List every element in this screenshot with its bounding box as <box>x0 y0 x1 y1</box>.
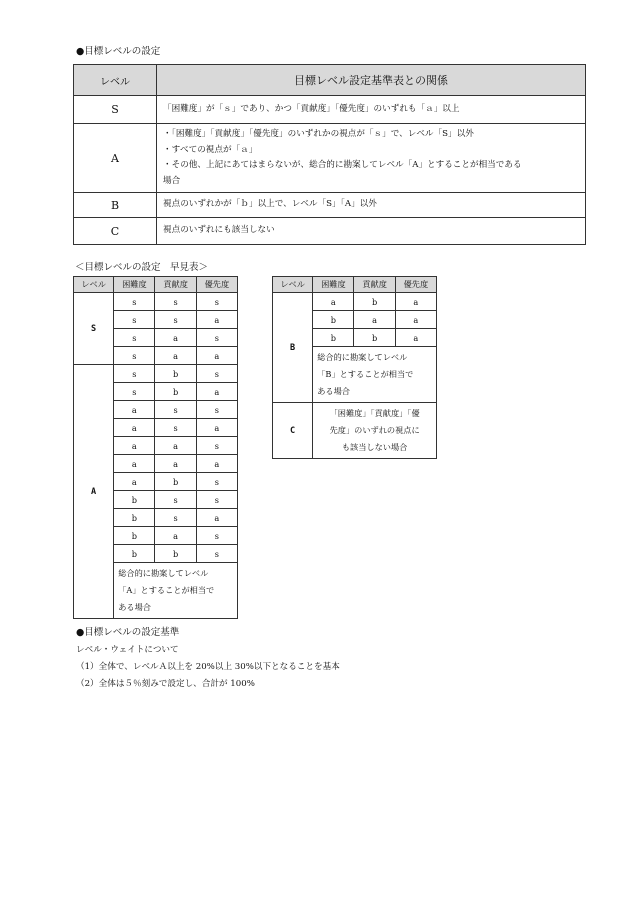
qt-cell: s <box>114 293 155 311</box>
qt-cell: a <box>155 455 196 473</box>
qt-cell: a <box>114 419 155 437</box>
qt-cell: a <box>155 347 196 365</box>
qt-cell: s <box>155 509 196 527</box>
desc-line: ・その他、上記にあてはまらないが、総合的に勘案してレベル「A」とすることが相当である <box>163 160 522 170</box>
qt-cell: b <box>313 329 354 347</box>
qt-cell: s <box>114 365 155 383</box>
qt-cell: s <box>196 527 237 545</box>
section-title-target-level: ●目標レベルの設定 <box>76 46 161 57</box>
qt-header-priority: 優先度 <box>196 277 237 293</box>
qt-header-contribution: 貢献度 <box>354 277 395 293</box>
qt-level-b: B <box>273 293 313 403</box>
qt-cell: b <box>155 545 196 563</box>
qt-cell: b <box>313 311 354 329</box>
qt-cell: b <box>155 383 196 401</box>
quick-table-left <box>73 276 238 619</box>
note-line: 先度」のいずれの視点に <box>329 425 420 435</box>
desc-line: 「困難度」が「ｓ」であり、かつ「貢献度」「優先度」のいずれも「ａ」以上 <box>163 103 460 114</box>
qt-cell: a <box>196 347 237 365</box>
qt-cell: a <box>155 437 196 455</box>
qt-cell: s <box>114 329 155 347</box>
qt-cell: s <box>196 365 237 383</box>
header-relation: 目標レベル設定基準表との関係 <box>157 65 586 96</box>
qt-cell: s <box>114 311 155 329</box>
qt-cell: a <box>196 311 237 329</box>
qt-cell: b <box>114 545 155 563</box>
qt-header-level: レベル <box>273 277 313 293</box>
qt-cell: a <box>114 401 155 419</box>
section-title-criteria: ●目標レベルの設定基準 <box>76 627 180 638</box>
section-title-quick-table: ＜目標レベルの設定 早見表＞ <box>75 262 209 273</box>
qt-cell: a <box>395 329 436 347</box>
qt-header-priority: 優先度 <box>395 277 436 293</box>
qt-cell: b <box>114 527 155 545</box>
qt-cell: s <box>155 419 196 437</box>
qt-level-s: S <box>74 293 114 365</box>
qt-cell: a <box>196 419 237 437</box>
qt-note-c <box>313 403 437 459</box>
qt-cell: b <box>354 293 395 311</box>
qt-cell: b <box>114 491 155 509</box>
desc-line: 視点のいずれにも該当しない <box>163 225 275 236</box>
qt-cell: s <box>196 545 237 563</box>
note-line: 総合的に勘案してレベル <box>317 352 408 362</box>
qt-level-a: A <box>74 365 114 619</box>
qt-cell: s <box>155 401 196 419</box>
qt-cell: a <box>196 383 237 401</box>
note-line: ある場合 <box>118 602 151 612</box>
qt-cell: s <box>196 491 237 509</box>
qt-cell: a <box>196 509 237 527</box>
level-cell-c: C <box>74 218 157 245</box>
qt-cell: s <box>196 437 237 455</box>
qt-cell: a <box>114 455 155 473</box>
qt-cell: a <box>395 293 436 311</box>
target-level-table <box>73 64 586 245</box>
qt-cell: s <box>155 311 196 329</box>
qt-cell: a <box>155 527 196 545</box>
qt-cell: s <box>196 473 237 491</box>
criteria-item-2: （2）全体は５％刻みで設定し、合計が 100% <box>76 679 255 689</box>
note-line: 総合的に勘案してレベル <box>118 568 209 578</box>
desc-cell-s <box>157 96 586 124</box>
qt-cell: b <box>354 329 395 347</box>
qt-header-contribution: 貢献度 <box>155 277 196 293</box>
desc-cell-a <box>157 124 586 193</box>
qt-cell: a <box>155 329 196 347</box>
qt-cell: s <box>196 401 237 419</box>
desc-line: 場合 <box>163 175 181 186</box>
qt-header-difficulty: 困難度 <box>114 277 155 293</box>
desc-cell-c <box>157 218 586 245</box>
qt-header-level: レベル <box>74 277 114 293</box>
qt-cell: b <box>114 509 155 527</box>
qt-note-b <box>313 347 437 403</box>
qt-cell: a <box>196 455 237 473</box>
subtitle-level-weight: レベル・ウェイトについて <box>76 645 179 655</box>
desc-line: ・「困難度」「貢献度」「優先度」のいずれかの視点が「ｓ」で、レベル「S」以外 <box>163 129 474 139</box>
level-cell-s: S <box>74 96 157 124</box>
level-cell-b: B <box>74 193 157 218</box>
qt-cell: s <box>196 329 237 347</box>
desc-line: ・すべての視点が「ａ」 <box>163 144 258 155</box>
qt-cell: s <box>155 491 196 509</box>
criteria-item-1: （1）全体で、レベルＡ以上を 20%以上 30%以下となることを基本 <box>76 662 340 672</box>
note-line: 「A」とすることが相当で <box>118 585 215 595</box>
qt-cell: s <box>114 383 155 401</box>
note-line: 「困難度」「貢献度」「優 <box>329 408 420 418</box>
note-line: ある場合 <box>317 386 350 396</box>
qt-cell: s <box>155 293 196 311</box>
qt-note-a <box>114 563 238 619</box>
level-cell-a: A <box>74 124 157 193</box>
qt-cell: a <box>354 311 395 329</box>
note-line: も該当しない場合 <box>341 442 408 452</box>
qt-header-difficulty: 困難度 <box>313 277 354 293</box>
qt-cell: b <box>155 473 196 491</box>
desc-line: 視点のいずれかが「ｂ」以上で、レベル「S」「A」以外 <box>163 199 377 210</box>
qt-cell: a <box>395 311 436 329</box>
desc-cell-b <box>157 193 586 218</box>
quick-table-right <box>272 276 437 459</box>
header-level: レベル <box>74 65 157 96</box>
qt-level-c: C <box>273 403 313 459</box>
note-line: 「B」とすることが相当で <box>317 369 414 379</box>
qt-cell: s <box>114 347 155 365</box>
qt-cell: a <box>114 437 155 455</box>
qt-cell: a <box>114 473 155 491</box>
qt-cell: b <box>155 365 196 383</box>
qt-cell: a <box>313 293 354 311</box>
qt-cell: s <box>196 293 237 311</box>
